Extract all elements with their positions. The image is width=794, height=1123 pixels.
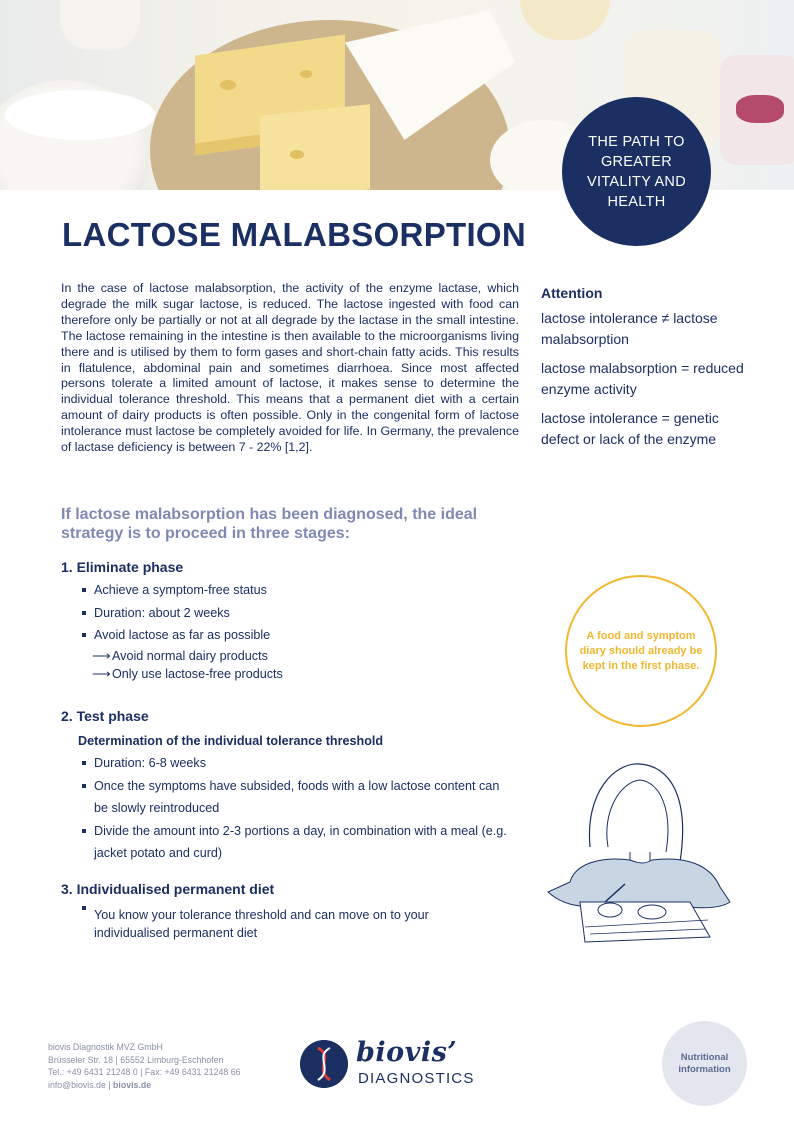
list-item: Duration: about 2 weeks [78,602,283,625]
cheese-hole [220,80,236,90]
arrow-right-icon: ⟶ [92,647,111,663]
phase-2-title: 2. Test phase [61,708,149,724]
milk-jug [60,0,140,50]
list-item [78,624,283,683]
slogan-badge [562,97,711,246]
cream-dish [520,0,610,40]
arrow-item [92,665,283,683]
berry-yogurt [736,95,784,123]
page-title: LACTOSE MALABSORPTION [62,216,527,253]
woman-writing-illustration [540,752,740,952]
footer-company: biovis Diagnostik MVZ GmbH [48,1042,163,1052]
footer-address [48,1041,241,1091]
phase-2-subtitle: Determination of the individual tolerance threshold [78,734,384,748]
nutritional-information-badge [662,1021,747,1106]
strategy-heading: If lactose malabsorption has been diagnosed, the ideal strategy is to proceed in three stages: [61,506,478,542]
footer-contact: info@biovis.de | biovis.de [48,1079,152,1090]
brand-subtitle: DIAGNOSTICS [358,1070,475,1087]
arrow-item-label: Only use lactose-free products [112,666,283,681]
footer-street: Brüsseler Str. 18 | 65552 Limburg-Eschhofen [48,1054,224,1065]
list-item: Duration: 6-8 weeks [78,752,508,775]
cheese-wedge [260,104,370,190]
phase-2-list [78,752,508,865]
cheese-hole [300,70,312,78]
footer-website[interactable]: biovis.de [113,1079,152,1090]
dna-logo-icon [300,1040,348,1088]
cheese-hole [290,150,304,159]
phase-3-title: 3. Individualised permanent diet [61,881,275,897]
yogurt-surface [5,90,155,140]
attention-line-intolerance: lactose intolerance = genetic defect or lack of the enzyme [541,410,719,447]
diary-tip-text: A food and symptom diary should already be kept in the first phase. [579,629,703,672]
attention-box [541,283,751,458]
nutritional-information-label: Nutritional information [678,1051,731,1075]
phase-1-title: 1. Eliminate phase [61,559,184,575]
footer-phone: Tel.: +49 6431 21248 0 | Fax: +49 6431 21248 66 [48,1067,241,1077]
attention-line-intolerance-vs-malabsorption: lactose intolerance ≠ lactose malabsorption [541,310,718,347]
biovis-logo [300,1038,500,1090]
list-item: Achieve a symptom-free status [78,579,283,602]
list-item: You know your tolerance threshold and can move on to your individualised permanent diet [78,906,458,942]
list-item: Divide the amount into 2-3 portions a day, in combination with a meal (e.g. jacket potato and curd) [78,820,508,865]
diary-tip-circle [565,575,717,727]
attention-line-malabsorption: lactose malabsorption = reduced enzyme activity [541,360,744,397]
arrow-right-icon: ⟶ [92,665,111,681]
list-item-label: Avoid lactose as far as possible [94,628,271,642]
phase-1-list [78,579,283,683]
slogan-text: THE PATH TO GREATER VITALITY AND HEALTH [587,133,686,210]
arrow-item [92,647,283,665]
brand-name: biovis’ [356,1037,458,1068]
phase-3-list [78,906,458,942]
list-item: Once the symptoms have subsided, foods with a low lactose content can be slowly reintroduced [78,775,508,820]
arrow-item-label: Avoid normal dairy products [112,648,268,663]
attention-heading: Attention [541,285,603,301]
intro-paragraph: In the case of lactose malabsorption, the activity of the enzyme lactase, which degrade the milk sugar lactose, is reduced. The lactose ingested with food can therefore only be partially or not at all degrade by the lactase in the small intestine. The lactose remaining in the intestine is then available to the microorganisms living there and is utilised by them to form gases and short-chain fatty acids. This results in flatulence, abdominal pain and sometimes diarrhoea. Since most affected persons tolerate a limited amount of lactose, it makes sense to determine the individual tolerance threshold. This means that a permanent diet with a certain amount of dairy products is often possible. Only in the congenital form of lactose intolerance must lactose be completely avoided for life. In Germany, the prevalence of lactase deficiency is between 7 - 22% [1,2]. [61,281,519,455]
footer-email[interactable]: info@biovis.de [48,1079,106,1090]
